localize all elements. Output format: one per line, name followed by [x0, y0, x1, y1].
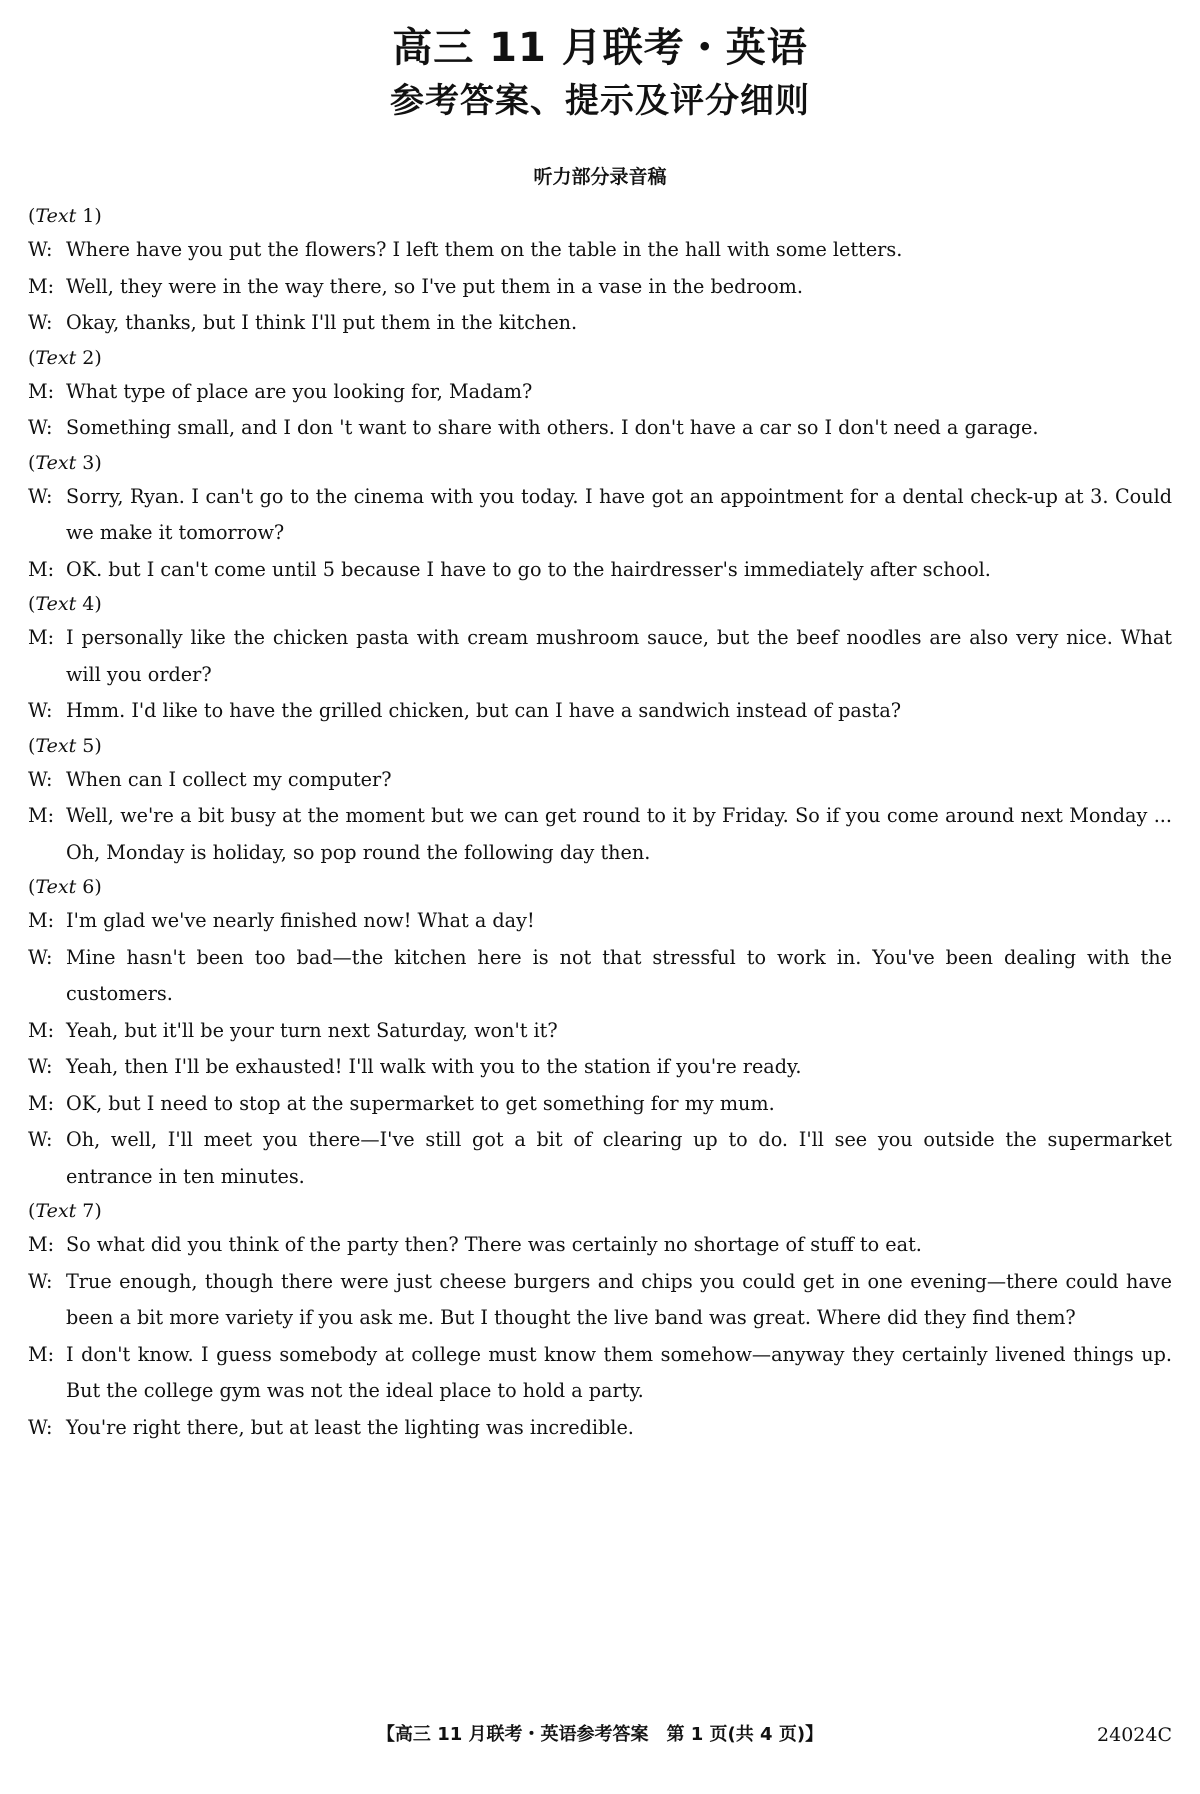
utterance-text: Mine hasn't been too bad—the kitchen here is not that stressful to work in. You've been dealing with the customers. [66, 945, 1172, 1005]
transcript [28, 200, 1172, 1446]
text-label-number: 6) [82, 876, 102, 898]
text-label-open: ( [28, 346, 36, 369]
dialogue-line [28, 1337, 1172, 1410]
dialogue-line [28, 1410, 1172, 1447]
speaker-label: W: [28, 238, 53, 261]
utterance-text: So what did you think of the party then? There was certainly no shortage of stuff to eat. [66, 1233, 922, 1256]
text-label-word: Text [35, 346, 77, 369]
speaker-label: M: [28, 909, 55, 932]
speaker-label: W: [28, 1415, 53, 1439]
dialogue-line [28, 1086, 1172, 1123]
text-label-number: 2) [82, 346, 102, 369]
dialogue-line [28, 374, 1172, 411]
dialogue-line [28, 232, 1172, 269]
dialogue-line [28, 1227, 1172, 1264]
text-label-open: ( [28, 451, 36, 474]
utterance-text: I don't know. I guess somebody at college must know them somehow—anyway they certainly livened things up. But the college gym was not the ideal place to hold a party. [66, 1342, 1172, 1402]
utterance-text: Yeah, then I'll be exhausted! I'll walk with you to the station if you're ready. [66, 1055, 802, 1078]
dialogue-line [28, 552, 1172, 589]
text-label [28, 588, 1172, 620]
utterance-text: I'm glad we've nearly finished now! What a day! [66, 909, 535, 932]
utterance-text: Yeah, but it'll be your turn next Saturday, won't it? [66, 1018, 558, 1042]
text-label-word: Text [35, 734, 77, 757]
text-label-open: ( [28, 876, 36, 898]
dialogue-line [28, 410, 1172, 447]
utterance-text: Okay, thanks, but I think I'll put them in the kitchen. [66, 311, 578, 334]
text-label [28, 200, 1172, 232]
text-label [28, 447, 1172, 479]
text-label [28, 1195, 1172, 1227]
section-heading: 听力部分录音稿 [533, 166, 667, 188]
dialogue-line [28, 620, 1172, 693]
text-label-number: 4) [82, 593, 102, 615]
dialogue-line [28, 940, 1172, 1013]
text-label-word: Text [35, 451, 77, 474]
text-label [28, 730, 1172, 762]
speaker-label: M: [28, 1233, 55, 1256]
speaker-label: W: [28, 1269, 53, 1293]
utterance-text: Sorry, Ryan. I can't go to the cinema with you today. I have got an appointment for a dental check-up at 3. Could we make it tomorrow? [66, 484, 1172, 544]
text-label-word: Text [35, 1200, 77, 1222]
utterance-text: OK, but I need to stop at the supermarket to get something for my mum. [66, 1091, 775, 1115]
speaker-label: W: [28, 484, 53, 508]
speaker-label: M: [28, 626, 55, 649]
utterance-text: Well, we're a bit busy at the moment but we can get round to it by Friday. So if you come around next Monday ... Oh, Monday is holiday, so pop round the following day then. [66, 804, 1172, 864]
utterance-text: What type of place are you looking for, Madam? [66, 379, 533, 403]
text-label-number: 3) [82, 451, 102, 474]
dialogue-line [28, 903, 1172, 940]
dialogue-line [28, 479, 1172, 552]
dialogue-line [28, 269, 1172, 306]
speaker-label: W: [28, 311, 53, 334]
utterance-text: Well, they were in the way there, so I've put them in a vase in the bedroom. [66, 274, 803, 298]
text-label-number: 7) [82, 1200, 102, 1222]
text-label-number: 5) [82, 734, 102, 757]
utterance-text: Hmm. I'd like to have the grilled chicken, but can I have a sandwich instead of pasta? [66, 699, 902, 722]
dialogue-line [28, 1049, 1172, 1086]
utterance-text: Something small, and I don 't want to share with others. I don't have a car so I don't need a garage. [66, 416, 1039, 439]
utterance-text: OK. but I can't come until 5 because I have to go to the hairdresser's immediately after school. [66, 557, 991, 581]
footer-code: 24024C [1097, 1724, 1172, 1746]
text-label-word: Text [35, 876, 77, 898]
speaker-label: M: [28, 557, 55, 581]
text-label [28, 342, 1172, 374]
speaker-label: W: [28, 767, 53, 791]
document-title: 高三 11 月联考・英语 [392, 25, 808, 71]
speaker-label: W: [28, 699, 53, 722]
dialogue-line [28, 798, 1172, 871]
dialogue-line [28, 1013, 1172, 1050]
dialogue-line [28, 762, 1172, 799]
text-label [28, 871, 1172, 903]
footer-page-info: 【高三 11 月联考・英语参考答案 第 1 页(共 4 页)】 [376, 1724, 824, 1745]
text-label-open: ( [28, 205, 36, 227]
text-label-open: ( [28, 1200, 36, 1222]
page-footer [28, 1720, 1172, 1750]
utterance-text: True enough, though there were just cheese burgers and chips you could get in one evening—there could have been a bit more variety if you ask me. But I thought the live band was great. Where did they find them? [66, 1269, 1172, 1329]
utterance-text: I personally like the chicken pasta with cream mushroom sauce, but the beef noodles are also very nice. What will you order? [66, 626, 1172, 686]
text-label-number: 1) [82, 205, 102, 227]
dialogue-line [28, 1122, 1172, 1195]
utterance-text: Oh, well, I'll meet you there—I've still got a bit of clearing up to do. I'll see you outside the supermarket entrance in ten minutes. [66, 1128, 1172, 1188]
speaker-label: M: [28, 1018, 55, 1042]
speaker-label: M: [28, 1091, 55, 1115]
dialogue-line [28, 1264, 1172, 1337]
speaker-label: W: [28, 945, 53, 969]
utterance-text: When can I collect my computer? [66, 767, 392, 791]
speaker-label: M: [28, 379, 55, 403]
speaker-label: M: [28, 274, 55, 298]
speaker-label: W: [28, 1128, 53, 1151]
speaker-label: W: [28, 1055, 53, 1078]
speaker-label: W: [28, 416, 53, 439]
text-label-open: ( [28, 593, 36, 615]
utterance-text: You're right there, but at least the lighting was incredible. [66, 1415, 634, 1439]
utterance-text: Where have you put the flowers? I left them on the table in the hall with some letters. [66, 238, 903, 261]
speaker-label: M: [28, 804, 55, 827]
speaker-label: M: [28, 1342, 55, 1366]
document-subtitle: 参考答案、提示及评分细则 [390, 81, 810, 121]
dialogue-line [28, 693, 1172, 730]
dialogue-line [28, 305, 1172, 342]
text-label-word: Text [35, 205, 77, 227]
text-label-word: Text [35, 593, 77, 615]
text-label-open: ( [28, 734, 36, 757]
